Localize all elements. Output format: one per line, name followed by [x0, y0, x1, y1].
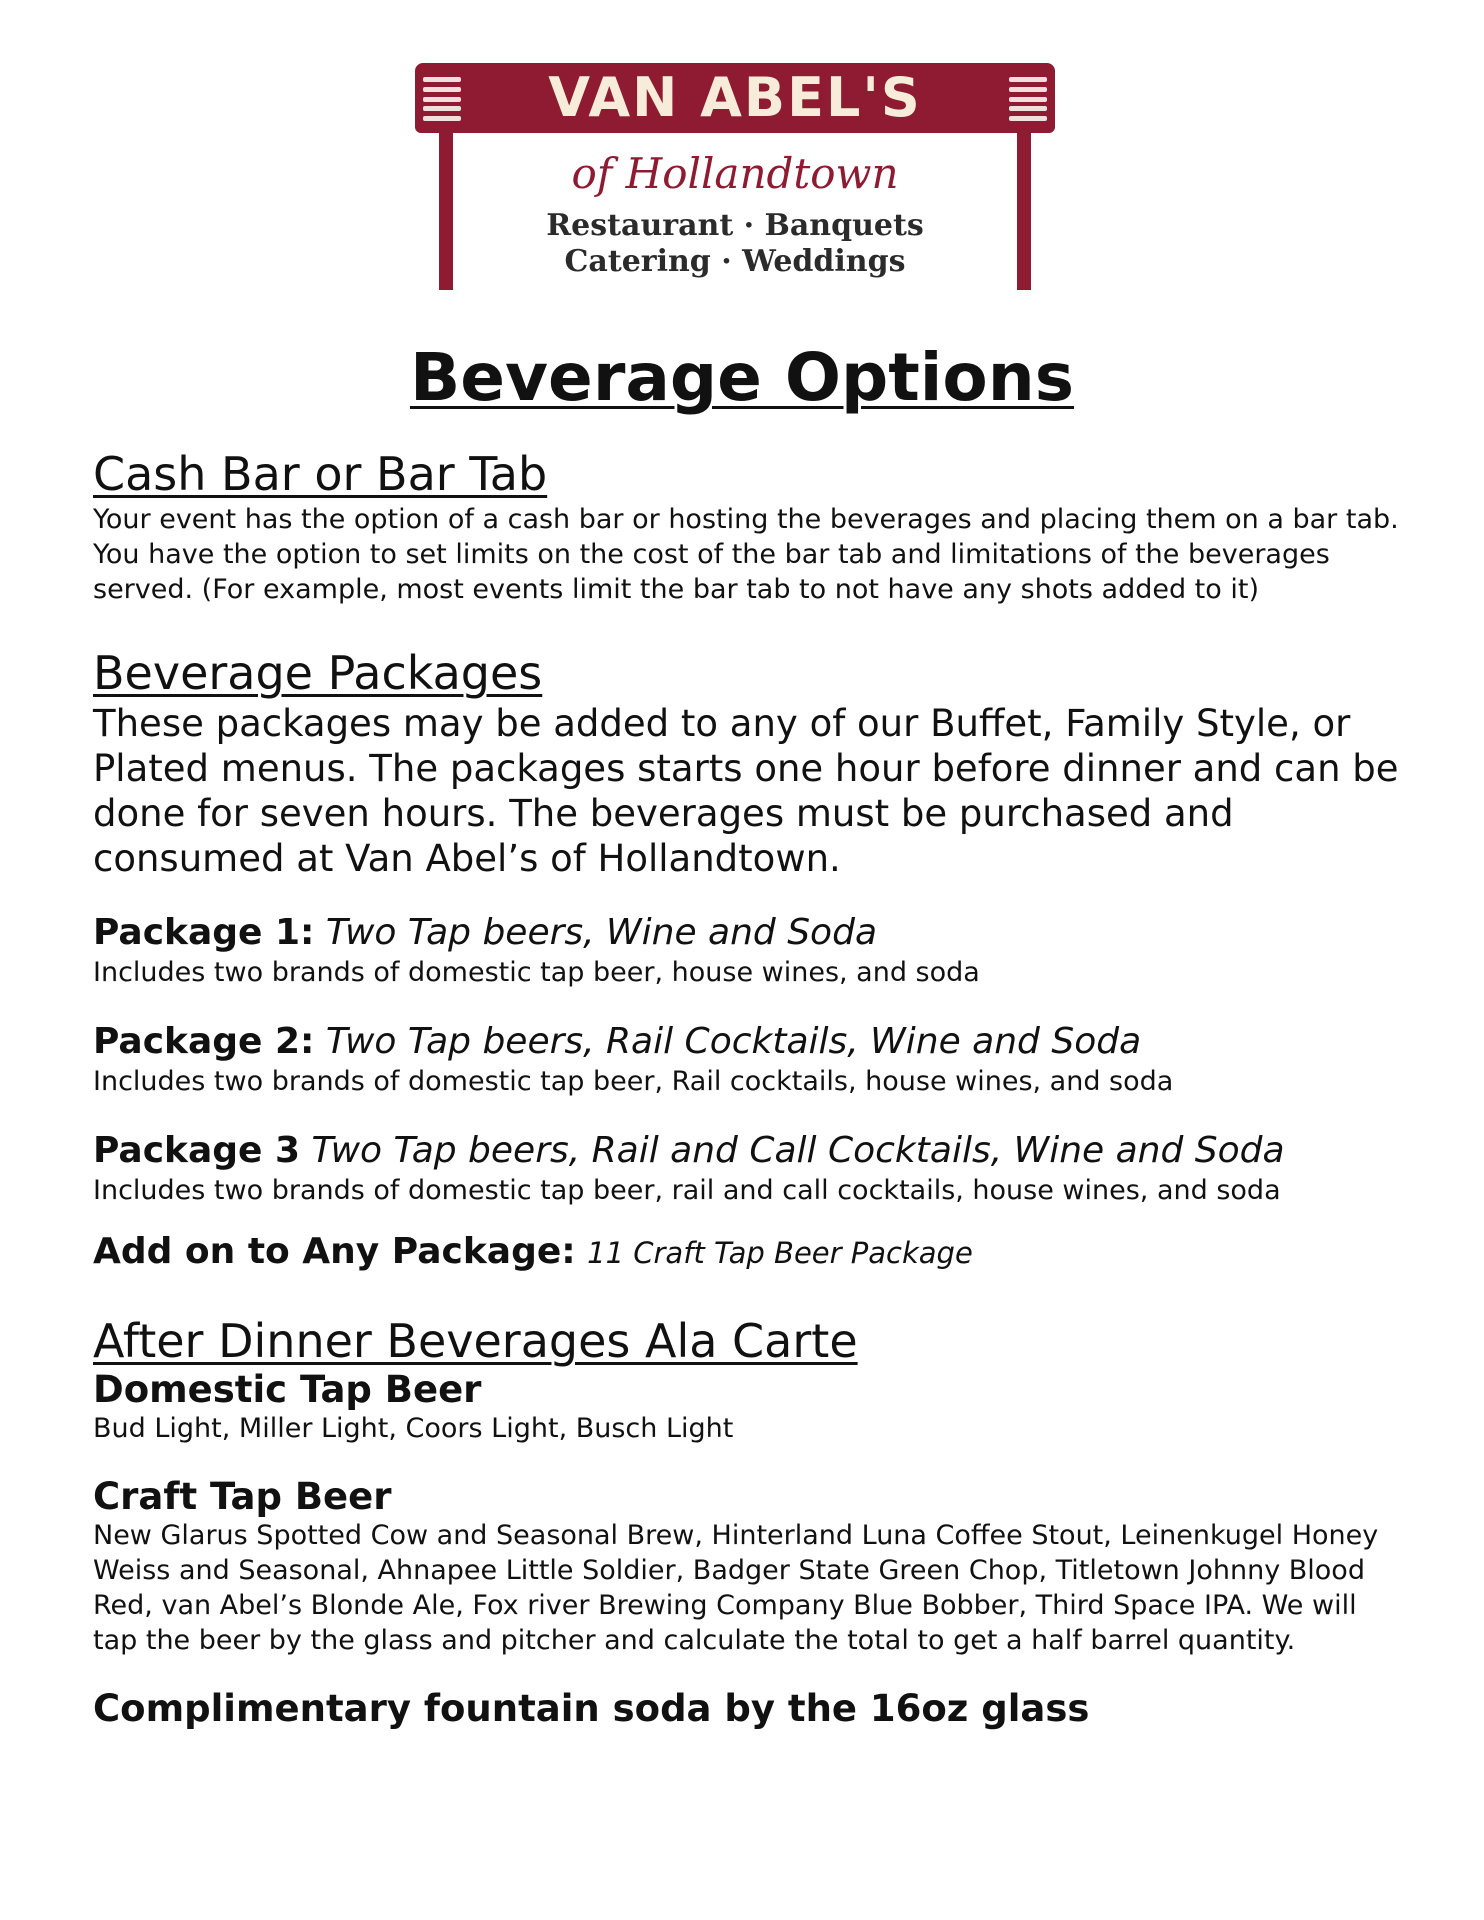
after-dinner-section [93, 1313, 1403, 1730]
domestic-tap-beer-title: Domestic Tap Beer [93, 1368, 482, 1411]
package-heading [93, 1129, 1403, 1173]
cash-bar-section [93, 446, 1403, 607]
package-name: Two Tap beers, Wine and Soda [325, 912, 877, 953]
package-item [93, 1129, 1403, 1208]
package-name: Two Tap beers, Rail Cocktails, Wine and Soda [325, 1021, 1142, 1062]
complimentary-soda-note: Complimentary fountain soda by the 16oz glass [93, 1687, 1090, 1730]
packages-intro: These packages may be added to any of our Buffet, Family Style, or Plated menus. The packages starts one hour before dinner and can be done for seven hours. The beverages must be purchased and consumed at Van Abel’s of Hollandtown. [93, 702, 1399, 880]
logo-sign [415, 63, 1055, 133]
logo-stripes-left [423, 77, 461, 121]
logo-services-line-2: Catering · Weddings [564, 244, 906, 279]
domestic-tap-beer-list: Bud Light, Miller Light, Coors Light, Busch Light [93, 1413, 734, 1444]
craft-tap-beer-title: Craft Tap Beer [93, 1475, 392, 1518]
cash-bar-title: Cash Bar or Bar Tab [93, 447, 548, 501]
package-item [93, 1020, 1403, 1099]
logo-stripes-right [1009, 77, 1047, 121]
package-label: Package 1: [93, 912, 315, 953]
page-title: Beverage Options [409, 339, 1075, 416]
package-label: Package 3 [93, 1130, 301, 1171]
logo-post-left [439, 123, 453, 290]
addon-name: 11 Craft Tap Beer Package [587, 1236, 973, 1270]
logo-subtitle: of Hollandtown [571, 149, 899, 198]
cash-bar-body: Your event has the option of a cash bar or hosting the beverages and placing them on a bar tab. You have the option to set limits on the cost of the bar tab and limitations of the beverages served. (For example, most events limit the bar tab to not have any shots added to it) [93, 504, 1399, 605]
package-item [93, 911, 1403, 990]
after-dinner-title: After Dinner Beverages Ala Carte [93, 1314, 858, 1368]
craft-tap-beer-list: New Glarus Spotted Cow and Seasonal Brew, Hinterland Luna Coffee Stout, Leinenkugel Honey Weiss and Seasonal, Ahnapee Little Soldier, Badger State Green Chop, Titletown Johnny Blood Red, van Abel’s Blonde Ale, Fox river Brewing Company Blue Bobber, Third Space IPA. We will tap the beer by the glass and pitcher and calculate the total to get a half barrel quantity. [93, 1520, 1379, 1656]
addon-label: Add on to Any Package: [93, 1231, 576, 1272]
logo-services-line-1: Restaurant · Banquets [546, 208, 924, 243]
package-description: Includes two brands of domestic tap beer, Rail cocktails, house wines, and soda [93, 1066, 1174, 1097]
beverage-packages-section [93, 645, 1403, 1275]
package-heading [93, 1020, 1403, 1064]
document-body [93, 446, 1403, 1730]
addon-heading [93, 1230, 1403, 1275]
logo-post-right [1017, 123, 1031, 290]
logo [415, 63, 1055, 293]
package-heading [93, 911, 1403, 955]
package-description: Includes two brands of domestic tap beer, rail and call cocktails, house wines, and soda [93, 1175, 1281, 1206]
packages-title: Beverage Packages [93, 646, 543, 700]
package-description: Includes two brands of domestic tap beer, house wines, and soda [93, 957, 980, 988]
package-name: Two Tap beers, Rail and Call Cocktails, Wine and Soda [311, 1130, 1285, 1171]
package-label: Package 2: [93, 1021, 315, 1062]
logo-title: VAN ABEL'S [548, 66, 922, 129]
